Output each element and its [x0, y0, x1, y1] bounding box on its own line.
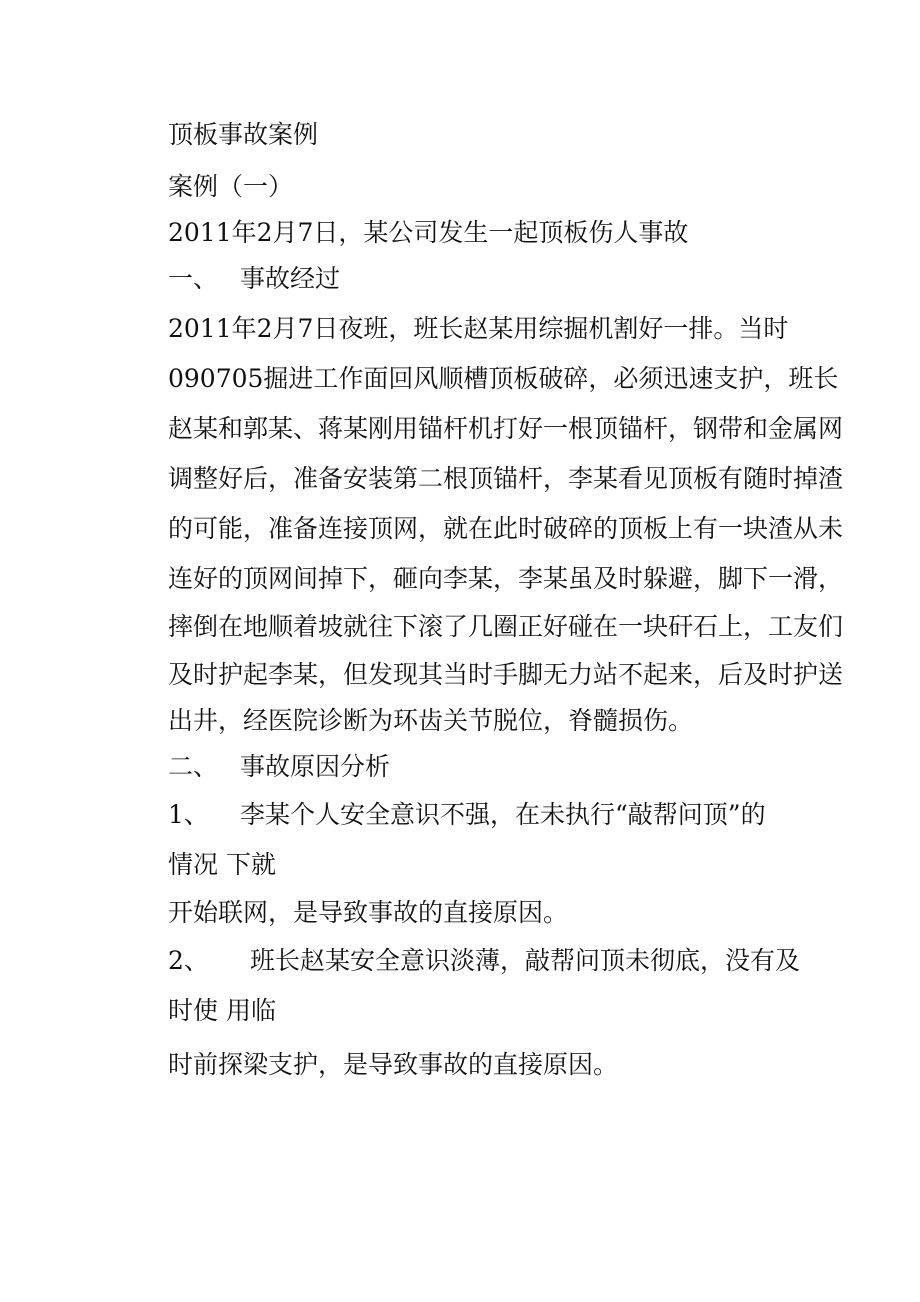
section-heading-text: 事故经过: [240, 264, 341, 293]
section-number: 二、: [168, 752, 219, 781]
paragraph-line: 的可能，准备连接顶网，就在此时破碎的顶板上有一块渣从未: [168, 514, 844, 543]
analysis-item-2: [168, 946, 800, 976]
paragraph-line: 090705掘进工作面回风顺槽顶板破碎，必须迅速支护，班长: [168, 364, 839, 393]
paragraph-line: 出井，经医院诊断为环齿关节脱位，脊髓损伤。: [168, 706, 694, 735]
paragraph-line: 2011年2月7日夜班，班长赵某用综掘机割好一排。当时: [168, 314, 789, 343]
paragraph-line: 摔倒在地顺着坡就往下滚了几圈正好碰在一块矸石上，工友们: [168, 612, 844, 641]
paragraph-line: 调整好后，准备安装第二根顶锚杆，李某看见顶板有随时掉渣: [168, 464, 844, 493]
analysis-item-1: [168, 800, 766, 830]
paragraph-line: 及时护起李某，但发现其当时手脚无力站不起来，后及时护送: [168, 660, 844, 689]
section-heading-text: 事故原因分析: [240, 752, 391, 781]
paragraph-line: 赵某和郭某、蒋某刚用锚杆机打好一根顶锚杆，钢带和金属网: [168, 414, 844, 443]
paragraph-line: 时使 用临: [168, 996, 276, 1025]
paragraph-line: 时前探梁支护，是导致事故的直接原因。: [168, 1050, 619, 1079]
section-heading-2: [168, 752, 390, 782]
case-summary: 2011年2月7日，某公司发生一起顶板伤人事故: [168, 218, 689, 247]
paragraph-line: 情况 下就: [168, 850, 276, 879]
case-heading: 案例（一）: [168, 172, 294, 201]
item-number: 2、: [168, 946, 209, 975]
section-heading-1: [168, 264, 340, 294]
paragraph-line: 开始联网，是导致事故的直接原因。: [168, 898, 569, 927]
item-number: 1、: [168, 800, 209, 829]
section-number: 一、: [168, 264, 219, 293]
document-title: 顶板事故案例: [168, 120, 319, 149]
item-text: 李某个人安全意识不强，在未执行“敲帮问顶”的: [240, 800, 766, 829]
item-text: 班长赵某安全意识淡薄，敲帮问顶未彻底，没有及: [250, 946, 801, 975]
paragraph-line: 连好的顶网间掉下，砸向李某，李某虽及时躲避，脚下一滑，: [168, 564, 844, 593]
